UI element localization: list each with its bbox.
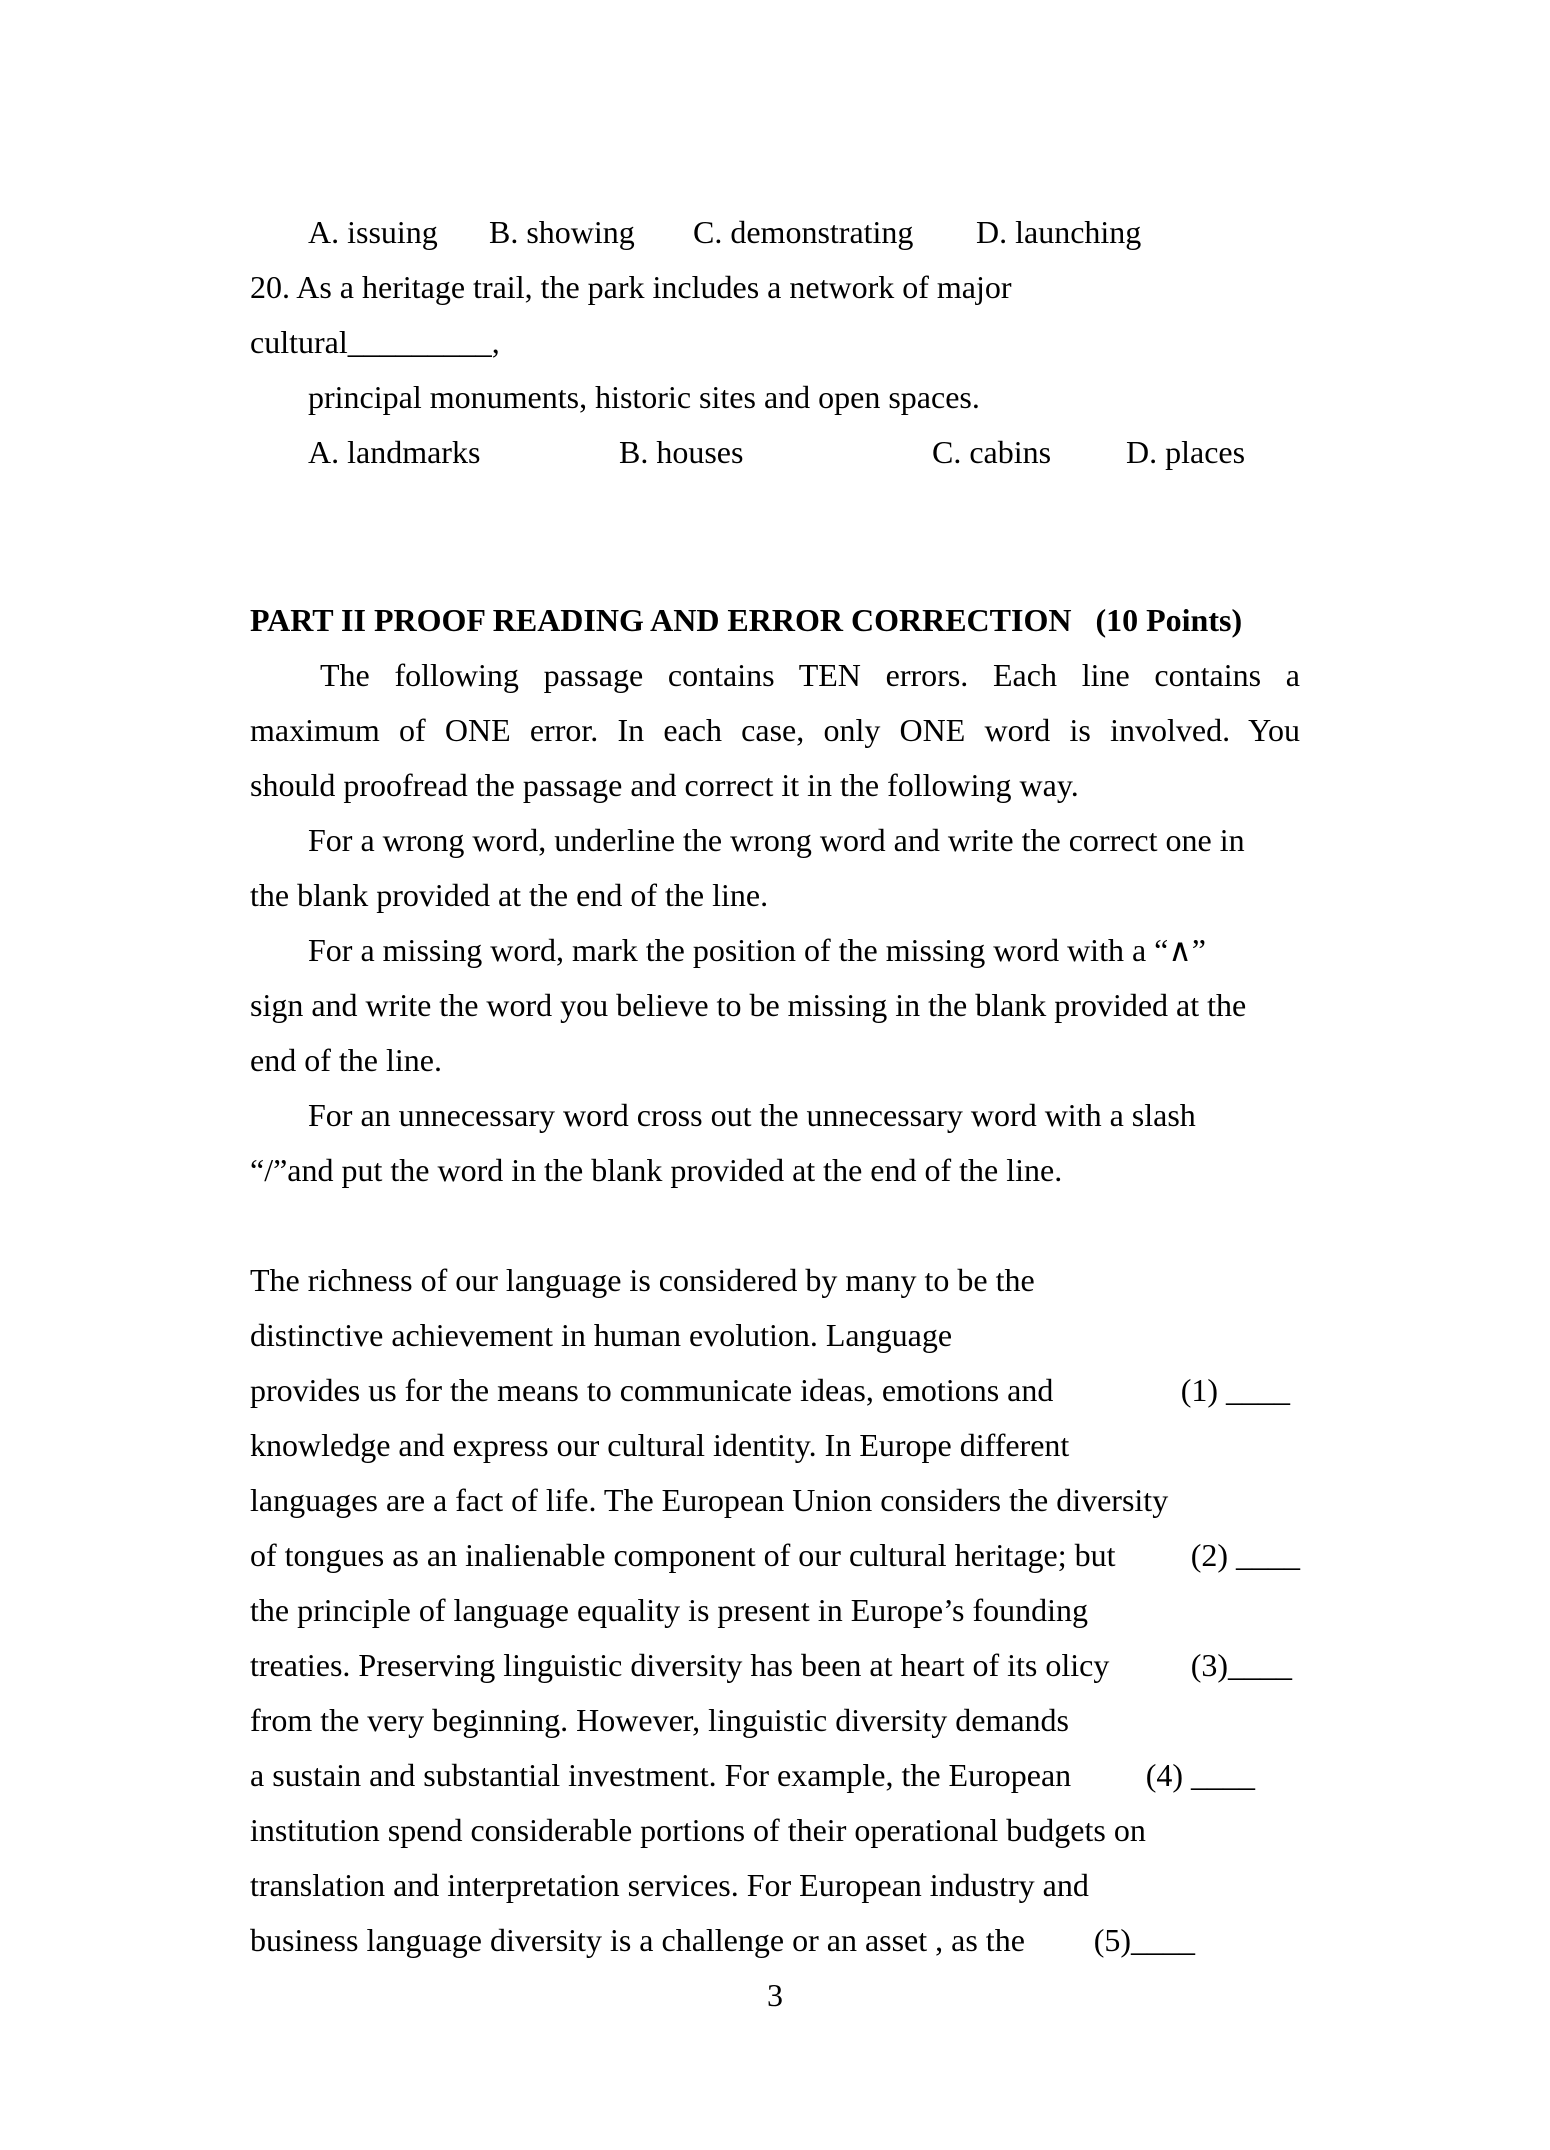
blank-4: (4) ____ bbox=[1145, 1757, 1255, 1793]
page-number: 3 bbox=[767, 1977, 783, 2013]
passage-text: translation and interpretation services. For European industry and bbox=[250, 1867, 1089, 1903]
passage-text: from the very beginning. However, linguistic diversity demands bbox=[250, 1702, 1069, 1738]
instruction-line: maximum of ONE error. In each case, only ONE word is involved. You bbox=[250, 712, 1300, 748]
option-d: D. launching bbox=[976, 214, 1142, 250]
part2-heading: PART II PROOF READING AND ERROR CORRECTION (10 Points) bbox=[250, 602, 1243, 638]
passage-line bbox=[250, 1308, 1300, 1363]
passage-line bbox=[250, 1638, 1300, 1693]
passage-text: institution spend considerable portions of their operational budgets on bbox=[250, 1812, 1146, 1848]
option-d: D. places bbox=[1126, 434, 1246, 470]
instruction-line: end of the line. bbox=[250, 1042, 442, 1078]
blank-2: (2) ____ bbox=[1190, 1537, 1300, 1573]
passage-text: distinctive achievement in human evolution. Language bbox=[250, 1317, 953, 1353]
question-19-options-row bbox=[250, 205, 1300, 260]
option-a: A. landmarks bbox=[308, 434, 481, 470]
proofreading-passage bbox=[250, 1253, 1300, 1968]
passage-text: a sustain and substantial investment. For example, the European bbox=[250, 1757, 1072, 1793]
passage-line bbox=[250, 1858, 1300, 1913]
blank-3: (3)____ bbox=[1190, 1647, 1292, 1683]
passage-line bbox=[250, 1583, 1300, 1638]
passage-text: the principle of language equality is present in Europe’s founding bbox=[250, 1592, 1088, 1628]
instruction-line: For an unnecessary word cross out the unnecessary word with a slash bbox=[308, 1097, 1196, 1133]
passage-line bbox=[250, 1253, 1300, 1308]
passage-line bbox=[250, 1748, 1300, 1803]
instruction-line: “/”and put the word in the blank provided at the end of the line. bbox=[250, 1152, 1063, 1188]
passage-line bbox=[250, 1803, 1300, 1858]
instruction-line: For a missing word, mark the position of the missing word with a “∧” bbox=[308, 932, 1206, 968]
instruction-line: The following passage contains TEN errors. Each line contains a bbox=[320, 657, 1300, 693]
passage-text: provides us for the means to communicate ideas, emotions and bbox=[250, 1372, 1054, 1408]
option-c: C. cabins bbox=[932, 434, 1052, 470]
option-b: B. houses bbox=[619, 434, 744, 470]
passage-text: The richness of our language is considered by many to be the bbox=[250, 1262, 1035, 1298]
option-a: A. issuing bbox=[308, 214, 438, 250]
instruction-line: the blank provided at the end of the line. bbox=[250, 877, 769, 913]
instruction-line: should proofread the passage and correct it in the following way. bbox=[250, 767, 1079, 803]
passage-text: knowledge and express our cultural identity. In Europe different bbox=[250, 1427, 1070, 1463]
passage-line bbox=[250, 1693, 1300, 1748]
question-20-options-row bbox=[250, 425, 1300, 480]
passage-line bbox=[250, 1473, 1300, 1528]
passage-text: business language diversity is a challenge or an asset , as the bbox=[250, 1922, 1025, 1958]
instruction-line: sign and write the word you believe to be missing in the blank provided at the bbox=[250, 987, 1247, 1023]
passage-line bbox=[250, 1418, 1300, 1473]
instruction-line: For a wrong word, underline the wrong word and write the correct one in bbox=[308, 822, 1245, 858]
question-20-line-1: 20. As a heritage trail, the park includes a network of major bbox=[250, 269, 1012, 305]
passage-text: languages are a fact of life. The European Union considers the diversity bbox=[250, 1482, 1169, 1518]
question-20-line-2: cultural_________, bbox=[250, 324, 500, 360]
passage-text: of tongues as an inalienable component of our cultural heritage; but bbox=[250, 1537, 1116, 1573]
passage-text: treaties. Preserving linguistic diversity has been at heart of its olicy bbox=[250, 1647, 1110, 1683]
passage-line bbox=[250, 1528, 1300, 1583]
option-b: B. showing bbox=[489, 214, 635, 250]
question-20-line-3: principal monuments, historic sites and open spaces. bbox=[308, 379, 980, 415]
blank-1: (1) ____ bbox=[1180, 1372, 1290, 1408]
passage-line bbox=[250, 1913, 1300, 1968]
option-c: C. demonstrating bbox=[693, 214, 914, 250]
blank-5: (5)____ bbox=[1093, 1922, 1195, 1958]
passage-line bbox=[250, 1363, 1300, 1418]
